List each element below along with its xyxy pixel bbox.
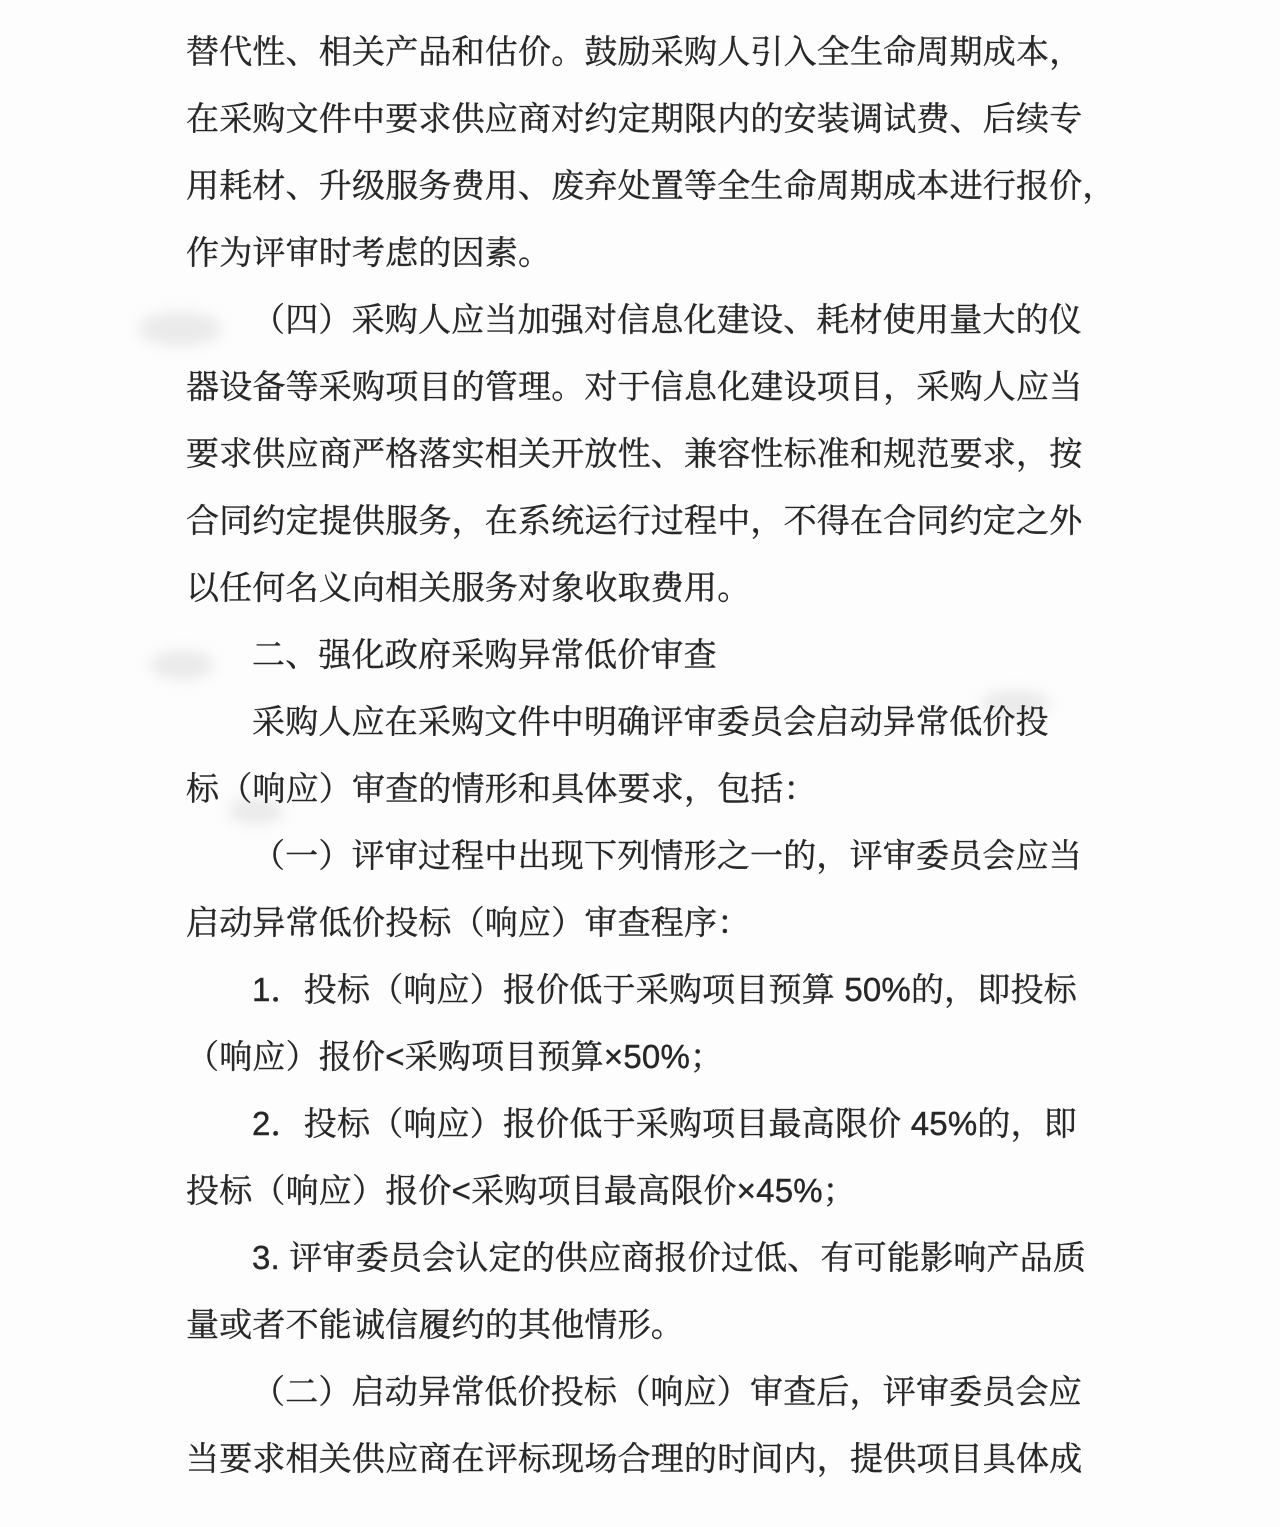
text-line-6: 器设备等采购项目的管理。对于信息化建设项目，采购人应当: [186, 368, 1083, 405]
text-line-11: 采购人应在采购文件中明确评审委员会启动异常低价投: [252, 703, 1049, 740]
text-line-19: 3. 评审委员会认定的供应商报价过低、有可能影响产品质: [252, 1239, 1087, 1276]
text-line-9: 以任何名义向相关服务对象收取费用。: [186, 569, 751, 606]
text-line-20: 量或者不能诚信履约的其他情形。: [186, 1306, 684, 1343]
text-line-14: 启动异常低价投标（响应）审查程序：: [186, 904, 751, 941]
text-line-18: 投标（响应）报价<采购项目最高限价×45%；: [186, 1172, 856, 1209]
text-line-3: 用耗材、升级服务费用、废弃处置等全生命周期成本进行报价，: [186, 167, 1116, 204]
text-line-12: 标（响应）审查的情形和具体要求，包括：: [186, 770, 817, 807]
text-line-1: 替代性、相关产品和估价。鼓励采购人引入全生命周期成本，: [186, 33, 1083, 70]
text-line-8: 合同约定提供服务，在系统运行过程中，不得在合同约定之外: [186, 502, 1083, 539]
text-line-13: （一）评审过程中出现下列情形之一的，评审委员会应当: [252, 837, 1082, 874]
text-line-22: 当要求相关供应商在评标现场合理的时间内，提供项目具体成: [186, 1440, 1083, 1477]
text-line-15: 1．投标（响应）报价低于采购项目预算 50%的，即投标: [252, 971, 1077, 1008]
text-line-5: （四）采购人应当加强对信息化建设、耗材使用量大的仪: [252, 301, 1082, 338]
text-line-16: （响应）报价<采购项目预算×50%；: [186, 1038, 724, 1075]
text-line-7: 要求供应商严格落实相关开放性、兼容性标准和规范要求，按: [186, 435, 1083, 472]
text-line-2: 在采购文件中要求供应商对约定期限内的安装调试费、后续专: [186, 100, 1083, 137]
text-line-4: 作为评审时考虑的因素。: [186, 234, 552, 271]
document-body: [186, 18, 1116, 1492]
text-line-21: （二）启动异常低价投标（响应）审查后，评审委员会应: [252, 1373, 1082, 1410]
section-heading-line: 二、强化政府采购异常低价审查: [252, 636, 717, 673]
text-line-17: 2．投标（响应）报价低于采购项目最高限价 45%的，即: [252, 1105, 1077, 1142]
